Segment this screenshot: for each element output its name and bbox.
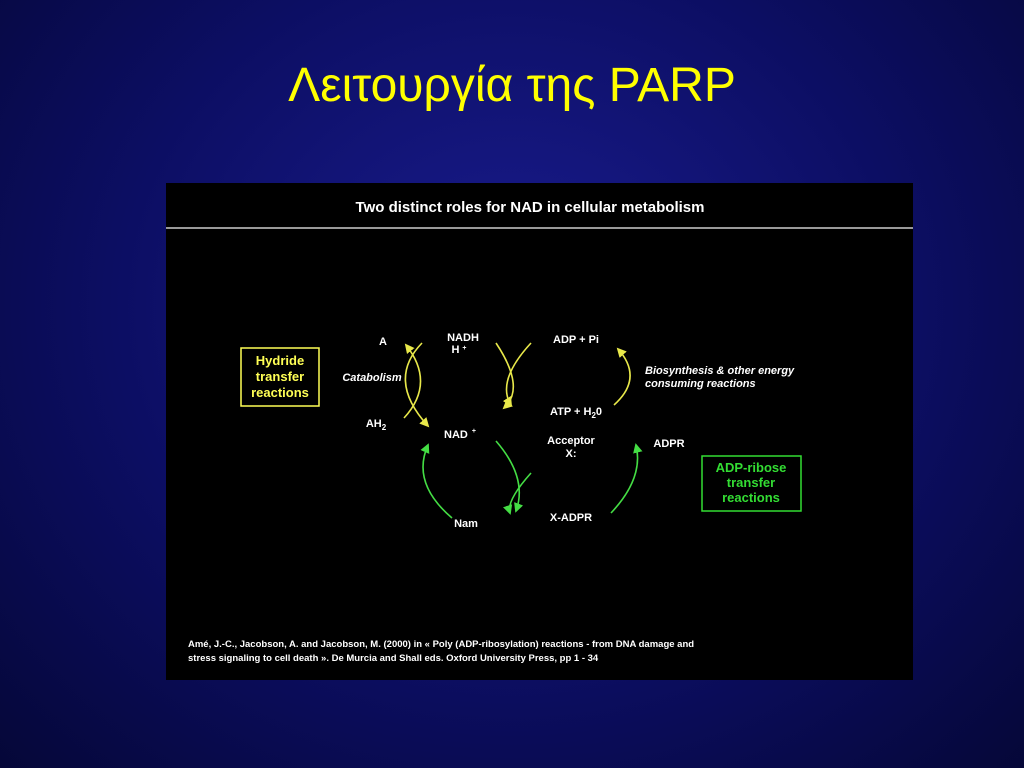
node-h-plus-text: H: [451, 344, 460, 356]
node-nad-text: NAD: [444, 429, 468, 441]
hydride-box-line1: Hydride: [255, 353, 305, 368]
node-ah2-subscript: 2: [381, 423, 387, 432]
node-x-adpr: X-ADPR: [549, 512, 593, 524]
adp-box-line3: reactions: [722, 490, 780, 505]
node-atp-h2o-text: ATP + H: [549, 406, 592, 418]
node-adpr: ADPR: [653, 438, 685, 450]
node-nam: Nam: [454, 518, 478, 530]
hydride-box-line2: transfer: [255, 369, 305, 384]
figure-header: Two distinct roles for NAD in cellular metabolism: [355, 199, 705, 216]
node-atp-h2o-subscript: 2: [591, 411, 596, 420]
node-atp-h2o-tail: 0: [595, 406, 603, 418]
node-adp-pi: ADP + Pi: [553, 334, 599, 346]
arrow-nad-to-x-adpr: [496, 441, 519, 511]
slide-title: Λειτουργία της PARP: [288, 59, 736, 112]
arrow-nadh-to-atp: [496, 343, 513, 408]
node-h-plus: [451, 344, 466, 356]
arrow-atp-to-adp: [614, 349, 630, 405]
pathway-diagram: [166, 183, 913, 680]
arrow-acceptor-to-x-adpr: [509, 473, 531, 513]
label-biosynthesis-line2: consuming reactions: [645, 378, 756, 390]
label-catabolism: Catabolism: [342, 372, 402, 384]
node-nadh: NADH: [447, 332, 479, 344]
node-ah2-text: AH: [365, 418, 382, 430]
adp-box-line2: transfer: [726, 475, 776, 490]
pathway-figure: [166, 183, 913, 680]
arrow-adp-to-atp: [507, 343, 532, 405]
node-nad-superscript: +: [471, 428, 476, 435]
label-biosynthesis-line1: Biosynthesis & other energy: [645, 365, 795, 377]
node-atp-h2o: [550, 406, 602, 420]
node-nad: [444, 428, 476, 441]
node-h-plus-superscript: +: [462, 345, 467, 352]
node-a: A: [379, 336, 387, 348]
adp-box-line1: ADP-ribose: [715, 460, 787, 475]
arrow-nam-to-nad: [423, 445, 452, 518]
citation-line1: Amé, J.-C., Jacobson, A. and Jacobson, M. (2000) in « Poly (ADP-ribosylation) reactions - from DNA damage and: [188, 639, 695, 650]
node-acceptor-line1: Acceptor: [547, 435, 595, 447]
hydride-box-line3: reactions: [251, 385, 309, 400]
citation-line2: stress signaling to cell death ». De Murcia and Shall eds. Oxford University Press, pp 1 - 34: [188, 653, 599, 664]
node-acceptor-line2: X:: [565, 448, 577, 460]
node-ah2: [366, 418, 387, 432]
arrow-x-adpr-to-adpr: [611, 445, 638, 513]
